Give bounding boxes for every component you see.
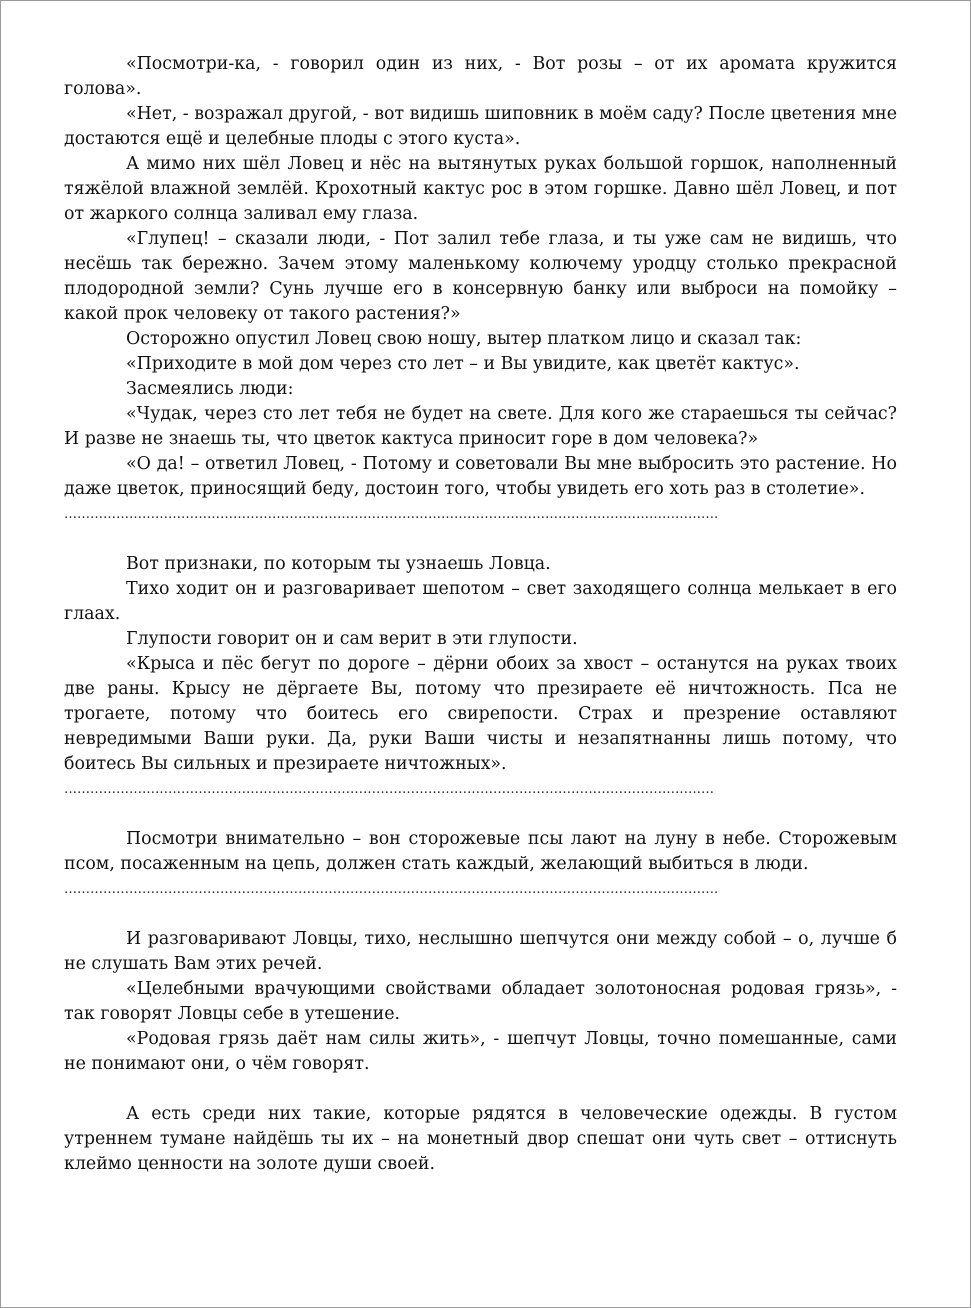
paragraph: И разговаривают Ловцы, тихо, неслышно шепчутся они между собой – о, лучше б не слушать Вам этих речей. — [64, 929, 897, 974]
paragraph: Осторожно опустил Ловец свою ношу, вытер платком лицо и сказал так: — [126, 329, 802, 349]
paragraph: «Приходите в мой дом через сто лет – и Вы увидите, как цветёт кактус». — [126, 354, 800, 374]
paragraph: «Родовая грязь даёт нам силы жить», - шепчут Ловцы, точно помешанные, сами не понимают они, о чём говорят. — [64, 1029, 897, 1074]
paragraph: «Нет, - возражал другой, - вот видишь шиповник в моём саду? После цветения мне достаются ещё и целебные плоды с этого куста». — [64, 104, 897, 149]
blank-line — [64, 1077, 897, 1102]
paragraph: «Целебными врачующими свойствами обладает золотоносная родовая грязь», - так говорят Ловцы себе в утешение. — [64, 979, 897, 1024]
blank-line — [64, 802, 897, 827]
paragraph: «Посмотри-ка, - говорил один из них, - Вот розы – от их аромата кружится голова». — [64, 54, 897, 99]
paragraph: Тихо ходит он и разговаривает шепотом – свет заходящего солнца мелькает в его глаах. — [64, 579, 897, 624]
document-body — [64, 52, 897, 1177]
paragraph: «Глупец! – сказали люди, - Пот залил тебе глаза, и ты уже сам не видишь, что несёшь так бережно. Зачем этому маленькому колючему уродцу столько прекрасной плодородной земли? Сунь лучше его в консервную банку или выброси на помойку – какой прок человеку от такого растения?» — [64, 229, 897, 324]
paragraph: Посмотри внимательно – вон сторожевые псы лают на луну в небе. Сторожевым псом, посаженным на цепь, должен стать каждый, желающий выбиться в люди. — [64, 829, 897, 874]
paragraph: «О да! – ответил Ловец, - Потому и советовали Вы мне выбросить это растение. Но даже цветок, приносящий беду, достоин того, чтобы увидеть его хоть раз в столетие». — [64, 454, 897, 499]
dotted-separator: ……………………………………………………………………………………………………………………………………. — [64, 882, 719, 897]
paragraph: «Крыса и пёс бегут по дороге – дёрни обоих за хвост – останутся на руках твоих две раны. Крысу не дёргаете Вы, потому что презираете её ничтожность. Пса не трогаете, потому что боитесь его свирепости. Страх и презрение оставляют невредимыми Ваши руки. Да, руки Ваши чисты и незапятнанны лишь потому, что боитесь Вы сильных и презираете ничтожных». — [64, 654, 897, 774]
paragraph: Глупости говорит он и сам верит в эти глупости. — [126, 629, 578, 649]
paragraph: Вот признаки, по которым ты узнаешь Ловца. — [126, 554, 551, 574]
dotted-separator: …………………………………………………………………………………………………………………………………… — [64, 782, 714, 797]
blank-line — [64, 902, 897, 927]
paragraph: А мимо них шёл Ловец и нёс на вытянутых руках большой горшок, наполненный тяжёлой влажной землёй. Крохотный кактус рос в этом горшке. Давно шёл Ловец, и пот от жаркого солнца заливал ему глаза. — [64, 154, 897, 224]
blank-line — [64, 527, 897, 552]
paragraph: А есть среди них такие, которые рядятся в человеческие одежды. В густом утреннем тумане найдёшь ты их – на монетный двор спешат они чуть свет – оттиснуть клеймо ценности на золоте души своей. — [64, 1104, 897, 1174]
paragraph: «Чудак, через сто лет тебя не будет на свете. Для кого же стараешься ты сейчас? И разве не знаешь ты, что цветок кактуса приносит горе в дом человека?» — [64, 404, 897, 449]
paragraph: Засмеялись люди: — [126, 379, 294, 399]
dotted-separator: ……………………………………………………………………………………………………………………………………. — [64, 507, 719, 522]
